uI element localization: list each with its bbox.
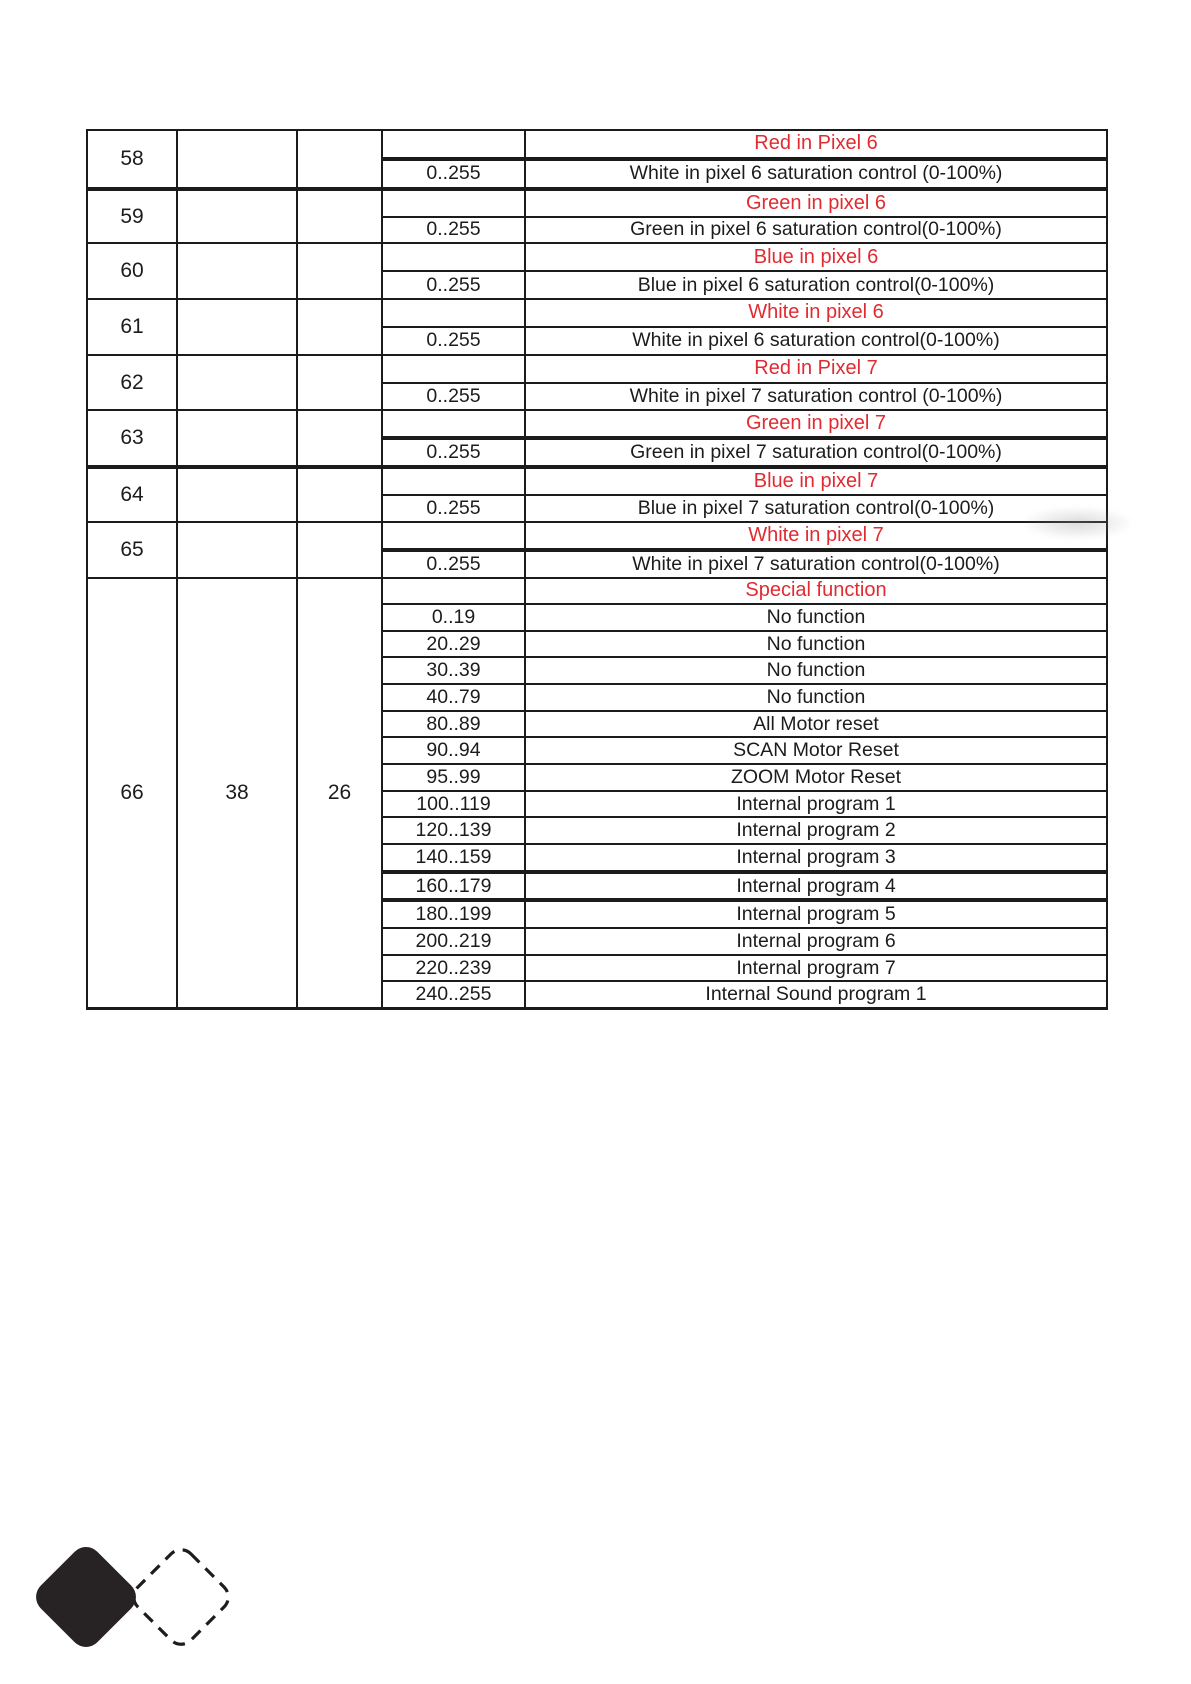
table-row-65	[88, 521, 1106, 577]
range-cell-empty	[383, 579, 524, 604]
desc-cell: Green in pixel 7 saturation control(0-100%)	[524, 440, 1106, 465]
value-row	[383, 436, 1106, 465]
value-row	[383, 270, 1106, 298]
function-cell	[381, 356, 1106, 410]
range-cell-empty	[383, 523, 524, 548]
col2-cell	[176, 300, 296, 354]
value-row	[383, 382, 1106, 410]
range-cell-empty	[383, 411, 524, 436]
channel-cell: 59	[120, 204, 144, 228]
function-title: White in pixel 6	[524, 300, 1106, 326]
col3-cell	[296, 191, 381, 243]
dashed-diamond-icon	[128, 1544, 234, 1650]
col3-cell	[296, 300, 381, 354]
channel-cell: 63	[120, 426, 144, 450]
solid-diamond-icon	[29, 1540, 142, 1653]
table-row-58	[88, 131, 1106, 187]
function-cell	[381, 579, 1106, 1008]
desc-cell: Internal program 2	[524, 818, 1106, 843]
function-cell	[381, 244, 1106, 298]
range-cell: 0..19	[431, 605, 476, 628]
function-title: Blue in pixel 6	[524, 244, 1106, 270]
table-row-61	[88, 298, 1106, 354]
function-title: Special function	[524, 579, 1106, 604]
col3-cell: 26	[296, 579, 381, 1008]
desc-cell: SCAN Motor Reset	[524, 738, 1106, 763]
dmx-channel-table	[86, 129, 1108, 1010]
value-row	[383, 630, 1106, 657]
col2-cell: 38	[176, 579, 296, 1008]
desc-cell: No function	[524, 605, 1106, 630]
desc-cell: Internal program 1	[524, 792, 1106, 817]
col2-cell	[176, 356, 296, 410]
range-cell-empty	[383, 356, 524, 382]
range-cell-empty	[383, 191, 524, 216]
col3-cell	[296, 469, 381, 521]
channel-cell: 64	[120, 482, 144, 506]
range-cell: 30..39	[426, 659, 481, 682]
desc-cell: Internal program 3	[524, 845, 1106, 870]
range-cell: 40..79	[426, 685, 481, 708]
value-row	[383, 683, 1106, 710]
range-cell: 0..255	[426, 496, 481, 519]
function-title: Red in Pixel 6	[524, 131, 1106, 157]
function-header-row	[383, 131, 1106, 157]
channel-cell: 58	[120, 146, 144, 170]
channel-cell: 66	[120, 780, 144, 804]
function-title: Blue in pixel 7	[524, 469, 1106, 494]
col3-cell	[296, 244, 381, 298]
range-cell: 80..89	[426, 712, 481, 735]
col3-cell	[296, 411, 381, 465]
function-cell	[381, 191, 1106, 243]
range-cell: 0..255	[426, 441, 481, 464]
value-row	[383, 157, 1106, 187]
desc-cell: White in pixel 7 saturation control (0-100%)	[524, 384, 1106, 410]
value-row	[383, 548, 1106, 577]
range-cell-empty	[383, 244, 524, 270]
value-row	[383, 870, 1106, 899]
desc-cell: Internal program 4	[524, 874, 1106, 899]
value-row	[383, 656, 1106, 683]
function-header-row	[383, 356, 1106, 382]
range-cell: 0..255	[426, 329, 481, 352]
desc-cell: Internal program 5	[524, 902, 1106, 927]
function-header-row	[383, 191, 1106, 216]
logo-diamonds	[10, 1490, 260, 1680]
desc-cell: No function	[524, 685, 1106, 710]
range-cell: 120..139	[415, 819, 492, 842]
range-cell: 140..159	[415, 845, 492, 868]
range-cell: 0..255	[426, 273, 481, 296]
value-row	[383, 763, 1106, 790]
col2-cell	[176, 131, 296, 187]
function-title: Green in pixel 6	[524, 191, 1106, 216]
desc-cell: ZOOM Motor Reset	[524, 765, 1106, 790]
range-cell: 0..255	[426, 162, 481, 185]
desc-cell: Internal Sound program 1	[524, 982, 1106, 1007]
value-row	[383, 898, 1106, 927]
col2-cell	[176, 244, 296, 298]
table-row-63	[88, 409, 1106, 465]
value-row	[383, 710, 1106, 737]
value-row	[383, 927, 1106, 954]
function-title: Green in pixel 7	[524, 411, 1106, 436]
range-cell: 200..219	[415, 929, 492, 952]
value-row	[383, 494, 1106, 521]
table-row-66	[88, 577, 1106, 1008]
col3-cell	[296, 356, 381, 410]
range-cell: 240..255	[415, 983, 492, 1006]
range-cell-empty	[383, 131, 524, 157]
range-cell: 20..29	[426, 632, 481, 655]
value-row	[383, 216, 1106, 243]
desc-cell: White in pixel 6 saturation control(0-100%)	[524, 328, 1106, 354]
desc-cell: White in pixel 7 saturation control(0-100%)	[524, 552, 1106, 577]
value-row	[383, 790, 1106, 817]
scan-smudge	[1020, 506, 1135, 540]
desc-cell: Blue in pixel 6 saturation control(0-100%)	[524, 272, 1106, 298]
col3-cell	[296, 131, 381, 187]
value-row	[383, 736, 1106, 763]
value-row	[383, 603, 1106, 630]
function-title: Red in Pixel 7	[524, 356, 1106, 382]
function-header-row	[383, 411, 1106, 436]
range-cell: 90..94	[426, 739, 481, 762]
range-cell: 0..255	[426, 552, 481, 575]
channel-cell: 60	[120, 259, 144, 283]
desc-cell: No function	[524, 658, 1106, 683]
col2-cell	[176, 469, 296, 521]
function-header-row	[383, 523, 1106, 548]
channel-cell: 62	[120, 370, 144, 394]
range-cell: 95..99	[426, 765, 481, 788]
function-cell	[381, 523, 1106, 577]
desc-cell: Green in pixel 6 saturation control(0-100%)	[524, 218, 1106, 243]
desc-cell: Internal program 7	[524, 956, 1106, 981]
desc-cell: No function	[524, 632, 1106, 657]
table-row-59	[88, 187, 1106, 243]
range-cell-empty	[383, 469, 524, 494]
desc-cell: Blue in pixel 7 saturation control(0-100%)	[524, 496, 1106, 521]
function-cell	[381, 131, 1106, 187]
value-row	[383, 816, 1106, 843]
col2-cell	[176, 523, 296, 577]
table-row-64	[88, 465, 1106, 521]
function-cell	[381, 411, 1106, 465]
col2-cell	[176, 411, 296, 465]
channel-cell: 61	[120, 314, 144, 338]
range-cell: 180..199	[415, 903, 492, 926]
value-row	[383, 954, 1106, 981]
function-header-row	[383, 469, 1106, 494]
range-cell: 0..255	[426, 385, 481, 408]
function-header-row	[383, 579, 1106, 604]
value-row	[383, 980, 1106, 1007]
desc-cell: Internal program 6	[524, 929, 1106, 954]
function-cell	[381, 300, 1106, 354]
desc-cell: All Motor reset	[524, 712, 1106, 737]
channel-cell: 65	[120, 537, 144, 561]
desc-cell: White in pixel 6 saturation control (0-100%)	[524, 161, 1106, 187]
range-cell: 0..255	[426, 218, 481, 241]
col2-cell	[176, 191, 296, 243]
function-title: White in pixel 7	[524, 523, 1106, 548]
function-cell	[381, 469, 1106, 521]
col3-cell	[296, 523, 381, 577]
function-header-row	[383, 300, 1106, 326]
function-header-row	[383, 244, 1106, 270]
range-cell: 160..179	[415, 874, 492, 897]
range-cell: 220..239	[415, 956, 492, 979]
table-row-60	[88, 242, 1106, 298]
range-cell-empty	[383, 300, 524, 326]
value-row	[383, 843, 1106, 870]
value-row	[383, 326, 1106, 354]
range-cell: 100..119	[416, 792, 491, 815]
table-row-62	[88, 354, 1106, 410]
